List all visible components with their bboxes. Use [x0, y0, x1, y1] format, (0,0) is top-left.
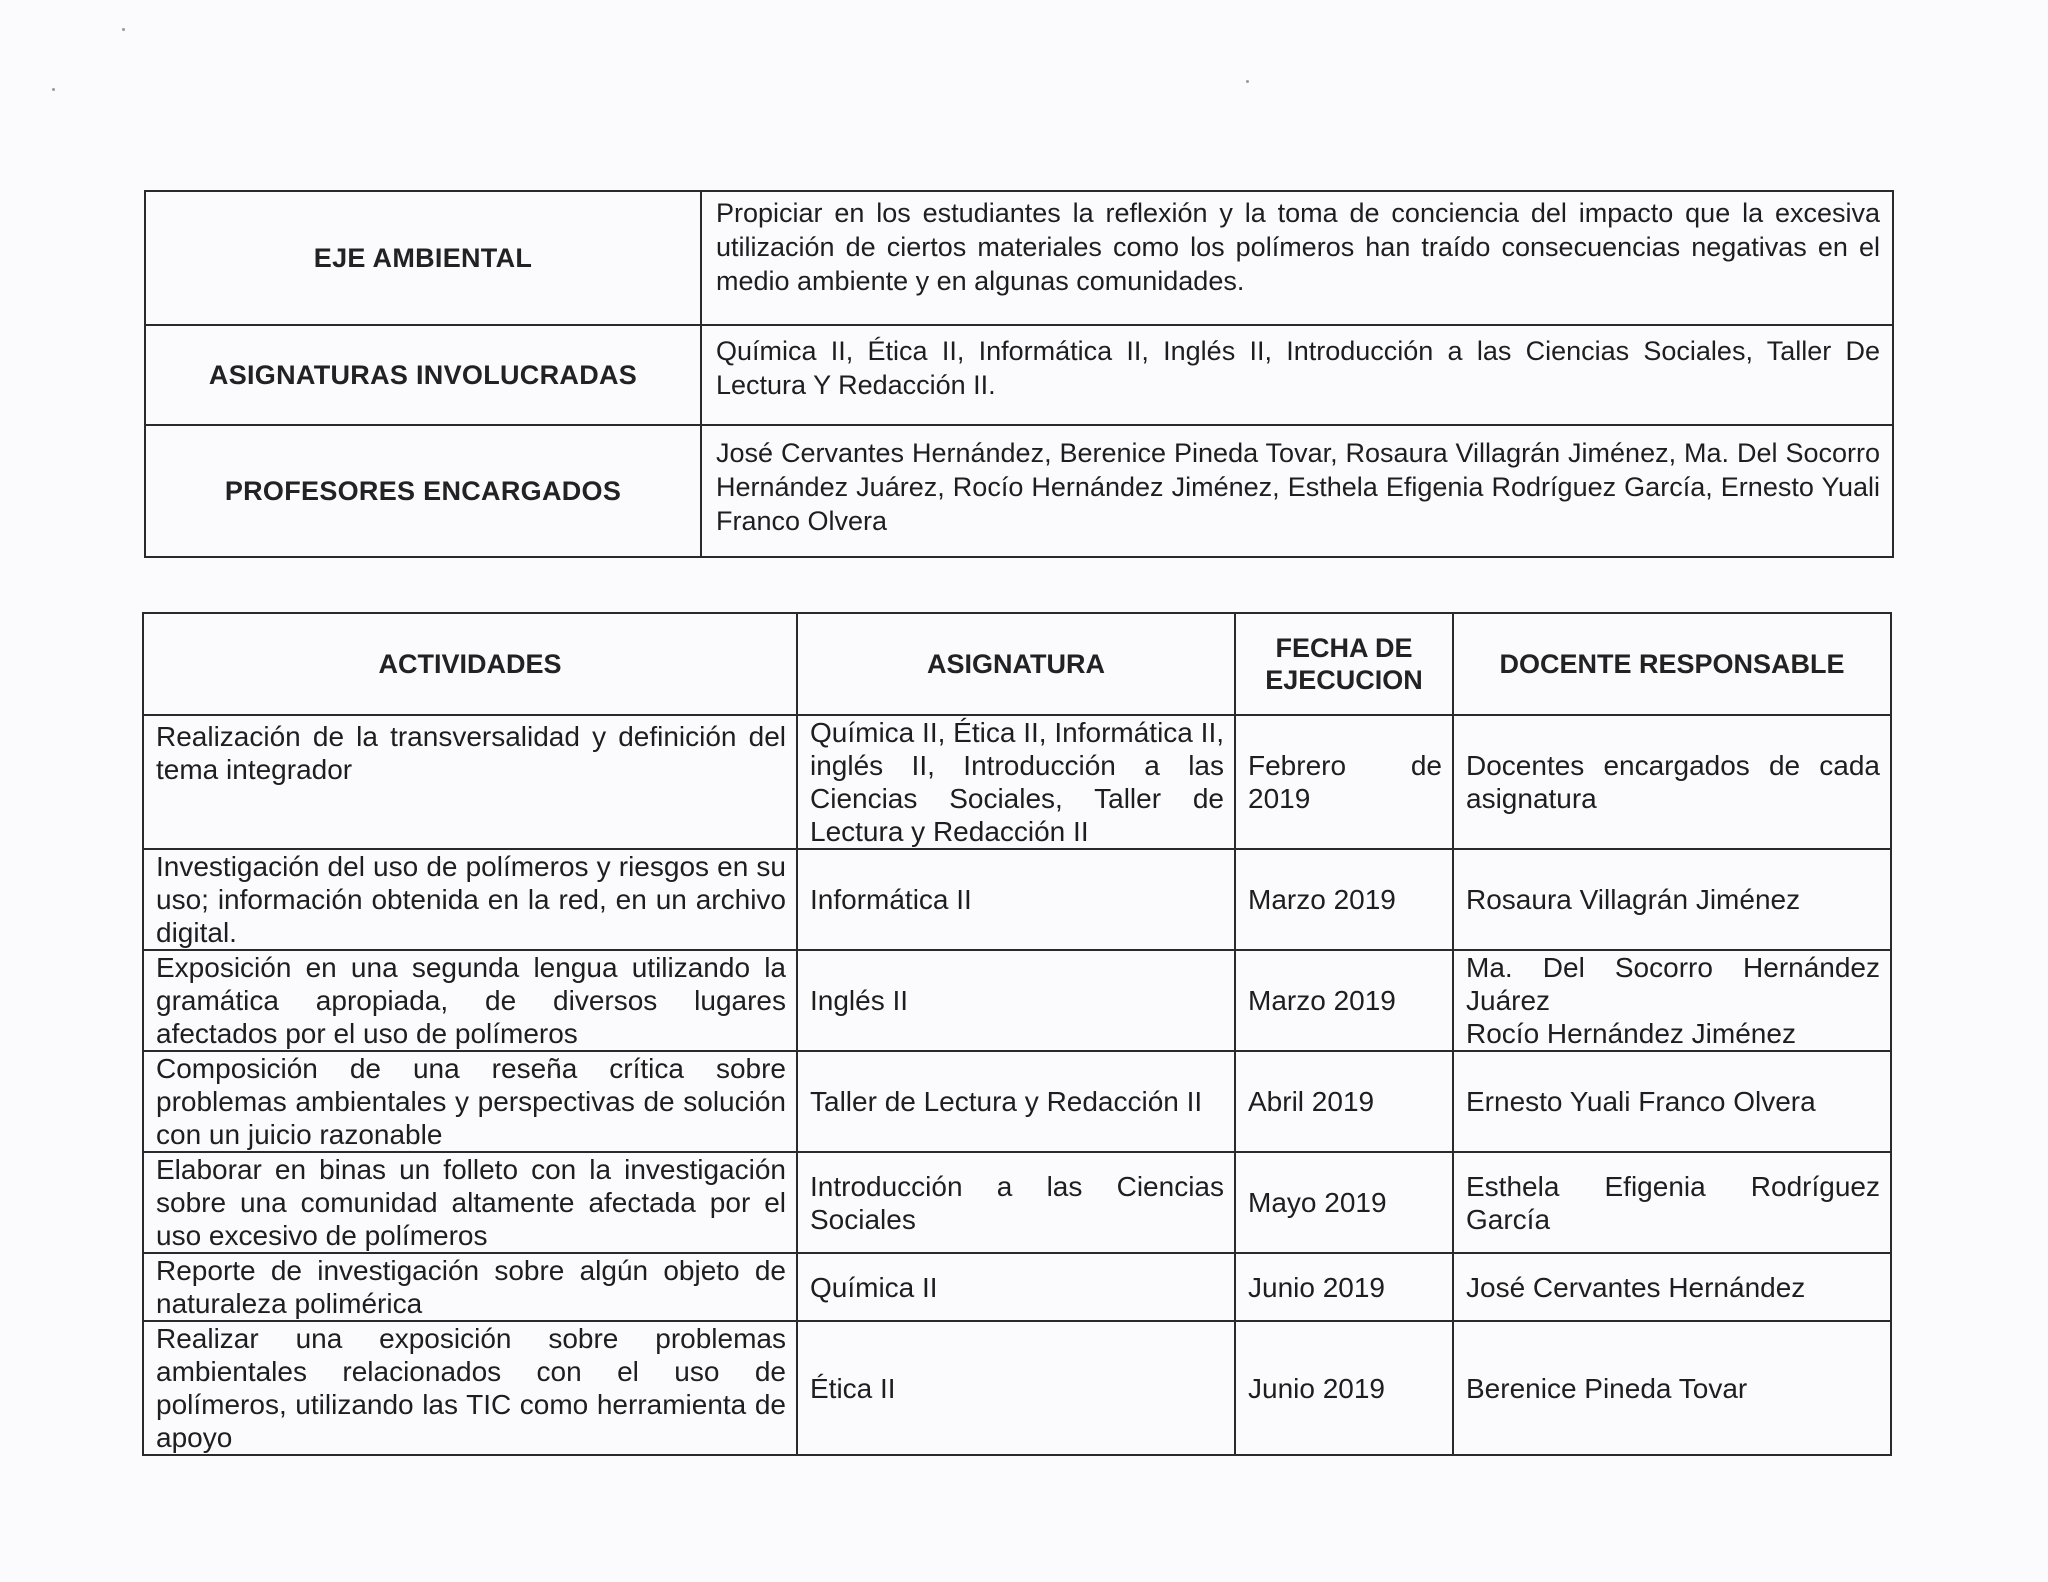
cell-actividad: Exposición en una segunda lengua utilizando la gramática apropiada, de diversos lugares afectados por el uso de polímeros [143, 950, 797, 1051]
info-label: ASIGNATURAS INVOLUCRADAS [145, 325, 701, 425]
table-row [143, 950, 1891, 1051]
cell-docente [1453, 950, 1891, 1051]
cell-docente: Rosaura Villagrán Jiménez [1453, 849, 1891, 950]
cell-actividad: Composición de una reseña crítica sobre problemas ambientales y perspectivas de solución con un juicio razonable [143, 1051, 797, 1152]
cell-actividad: Realización de la transversalidad y definición del tema integrador [143, 715, 797, 849]
scan-speck [122, 28, 125, 31]
header-docente: DOCENTE RESPONSABLE [1453, 613, 1891, 715]
info-label: PROFESORES ENCARGADOS [145, 425, 701, 557]
cell-fecha: Febrero de 2019 [1235, 715, 1453, 849]
cell-actividad: Reporte de investigación sobre algún objeto de naturaleza polimérica [143, 1253, 797, 1321]
docente-name: Ma. Del Socorro Hernández Juárez [1466, 952, 1880, 1016]
project-info-table [144, 190, 1894, 558]
cell-asignatura: Taller de Lectura y Redacción II [797, 1051, 1235, 1152]
cell-fecha: Abril 2019 [1235, 1051, 1453, 1152]
cell-fecha: Marzo 2019 [1235, 950, 1453, 1051]
cell-fecha: Marzo 2019 [1235, 849, 1453, 950]
cell-actividad: Elaborar en binas un folleto con la investigación sobre una comunidad altamente afectada por el uso excesivo de polímeros [143, 1152, 797, 1253]
info-row-profesores [145, 425, 1893, 557]
cell-asignatura: Química II, Ética II, Informática II, inglés II, Introducción a las Ciencias Sociales, Taller de Lectura y Redacción II [797, 715, 1235, 849]
info-row-asignaturas [145, 325, 1893, 425]
cell-asignatura: Inglés II [797, 950, 1235, 1051]
info-value: José Cervantes Hernández, Berenice Pineda Tovar, Rosaura Villagrán Jiménez, Ma. Del Socorro Hernández Juárez, Rocío Hernández Jiménez, Esthela Efigenia Rodríguez García, Ernesto Yuali Franco Olvera [701, 425, 1893, 557]
scan-speck [1246, 80, 1249, 83]
activities-table [142, 612, 1892, 1456]
table-row [143, 1152, 1891, 1253]
cell-docente: Esthela Efigenia Rodríguez García [1453, 1152, 1891, 1253]
table-row [143, 715, 1891, 849]
info-row-eje [145, 191, 1893, 325]
cell-docente: Docentes encargados de cada asignatura [1453, 715, 1891, 849]
table-row [143, 1321, 1891, 1455]
cell-fecha: Junio 2019 [1235, 1253, 1453, 1321]
header-fecha-line2: EJECUCION [1265, 665, 1423, 695]
info-value: Propiciar en los estudiantes la reflexión y la toma de conciencia del impacto que la excesiva utilización de ciertos materiales como los polímeros han traído consecuencias negativas en el medio ambiente y en algunas comunidades. [701, 191, 1893, 325]
header-fecha [1235, 613, 1453, 715]
cell-actividad: Realizar una exposición sobre problemas ambientales relacionados con el uso de polímeros, utilizando las TIC como herramienta de apoyo [143, 1321, 797, 1455]
table-row [143, 1253, 1891, 1321]
activities-header-row [143, 613, 1891, 715]
cell-docente: Ernesto Yuali Franco Olvera [1453, 1051, 1891, 1152]
cell-asignatura: Informática II [797, 849, 1235, 950]
info-label: EJE AMBIENTAL [145, 191, 701, 325]
cell-docente: Berenice Pineda Tovar [1453, 1321, 1891, 1455]
info-value: Química II, Ética II, Informática II, Inglés II, Introducción a las Ciencias Sociales, Taller De Lectura Y Redacción II. [701, 325, 1893, 425]
header-actividades: ACTIVIDADES [143, 613, 797, 715]
cell-asignatura: Introducción a las Ciencias Sociales [797, 1152, 1235, 1253]
cell-asignatura: Química II [797, 1253, 1235, 1321]
header-asignatura: ASIGNATURA [797, 613, 1235, 715]
cell-actividad: Investigación del uso de polímeros y riesgos en su uso; información obtenida en la red, en un archivo digital. [143, 849, 797, 950]
docente-name: Rocío Hernández Jiménez [1466, 1018, 1796, 1049]
table-row [143, 1051, 1891, 1152]
cell-docente: José Cervantes Hernández [1453, 1253, 1891, 1321]
scan-speck [52, 88, 55, 91]
header-fecha-line1: FECHA DE [1275, 633, 1413, 663]
cell-fecha: Junio 2019 [1235, 1321, 1453, 1455]
table-row [143, 849, 1891, 950]
cell-fecha: Mayo 2019 [1235, 1152, 1453, 1253]
cell-asignatura: Ética II [797, 1321, 1235, 1455]
